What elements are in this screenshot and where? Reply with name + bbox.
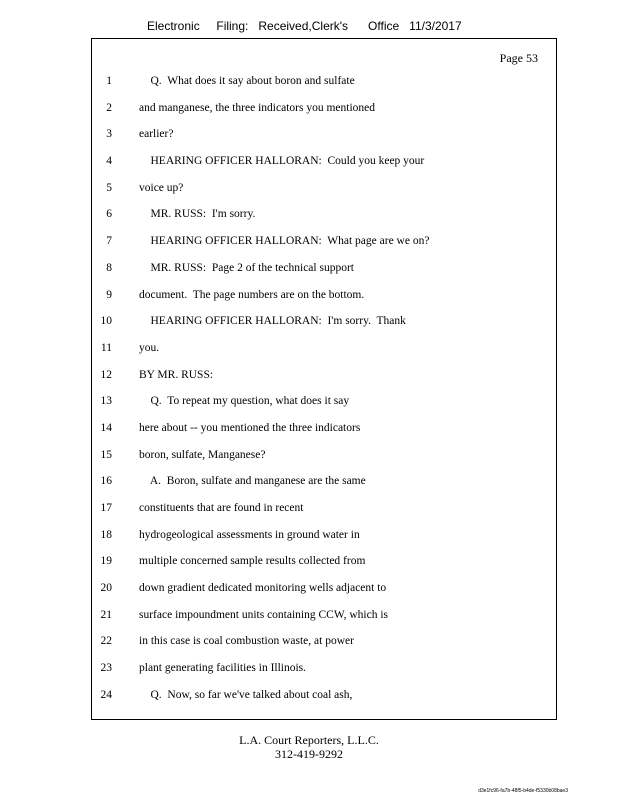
transcript-line [92, 208, 556, 235]
transcript-lines [92, 75, 556, 716]
line-text: HEARING OFFICER HALLORAN: What page are we on? [139, 235, 430, 248]
transcript-line [92, 102, 556, 129]
transcript-line [92, 262, 556, 289]
line-number: 14 [100, 421, 112, 434]
line-number: 6 [106, 208, 112, 221]
document-hash: d3e1fc96-fa7b-48f5-b4de-f5330b08bae3 [478, 788, 568, 794]
line-number: 1 [106, 75, 112, 87]
line-number: 21 [100, 608, 112, 621]
transcript-line [92, 609, 556, 636]
line-number: 7 [106, 235, 112, 248]
line-text: plant generating facilities in Illinois. [139, 662, 307, 675]
line-number: 19 [100, 555, 112, 568]
line-text: Q. To repeat my question, what does it say [139, 395, 350, 408]
line-text: voice up? [139, 181, 184, 194]
court-reporter-name: L.A. Court Reporters, L.L.C. [239, 733, 379, 747]
line-number: 9 [106, 288, 112, 301]
court-reporter-phone: 312-419-9292 [275, 747, 343, 761]
transcript-line [92, 369, 556, 396]
line-number: 16 [100, 475, 112, 488]
line-text: in this case is coal combustion waste, at power [139, 635, 354, 648]
line-text: earlier? [139, 128, 174, 141]
line-number: 8 [106, 261, 112, 274]
line-text: A. Boron, sulfate and manganese are the same [139, 475, 366, 488]
line-text: hydrogeological assessments in ground water in [139, 528, 360, 541]
line-number: 15 [100, 448, 112, 461]
reporter-footer [0, 733, 618, 761]
transcript-line [92, 315, 556, 342]
transcript-line [92, 75, 556, 102]
transcript-line [92, 475, 556, 502]
line-text: here about -- you mentioned the three indicators [139, 421, 361, 434]
line-text: document. The page numbers are on the bottom. [139, 288, 365, 301]
line-text: Q. What does it say about boron and sulfate [139, 75, 355, 87]
line-text: and manganese, the three indicators you mentioned [139, 101, 375, 114]
line-number: 24 [100, 688, 112, 701]
transcript-line [92, 182, 556, 209]
line-number: 5 [106, 181, 112, 194]
transcript-line [92, 502, 556, 529]
line-number: 20 [100, 582, 112, 595]
line-number: 22 [100, 635, 112, 648]
line-number: 10 [100, 315, 112, 328]
transcript-line [92, 235, 556, 262]
line-text: BY MR. RUSS: [139, 368, 214, 381]
line-text: MR. RUSS: I'm sorry. [139, 208, 256, 221]
line-number: 18 [100, 528, 112, 541]
electronic-filing-stamp: Electronic Filing: Received,Clerk's Office 11/3/2017 [147, 19, 462, 33]
transcript-page [91, 38, 557, 720]
line-number: 12 [100, 368, 112, 381]
transcript-line [92, 689, 556, 716]
line-text: surface impoundment units containing CCW, which is [139, 608, 389, 621]
line-number: 3 [106, 128, 112, 141]
line-text: MR. RUSS: Page 2 of the technical support [139, 261, 354, 274]
transcript-line [92, 635, 556, 662]
line-number: 17 [100, 502, 112, 514]
line-text: multiple concerned sample results collected from [139, 555, 366, 568]
transcript-line [92, 289, 556, 316]
transcript-line [92, 128, 556, 155]
transcript-line [92, 342, 556, 369]
line-number: 13 [100, 395, 112, 408]
line-number: 23 [100, 662, 112, 675]
line-number: 11 [100, 341, 112, 354]
transcript-line [92, 395, 556, 422]
line-text: Q. Now, so far we've talked about coal ash, [139, 688, 353, 701]
line-text: constituents that are found in recent [139, 502, 304, 514]
transcript-line [92, 155, 556, 182]
line-number: 2 [106, 101, 112, 114]
transcript-line [92, 555, 556, 582]
transcript-line [92, 529, 556, 556]
page-number: Page 53 [499, 51, 538, 65]
line-text: you. [139, 341, 160, 354]
transcript-line [92, 662, 556, 689]
transcript-line [92, 449, 556, 476]
transcript-line [92, 422, 556, 449]
line-number: 4 [106, 155, 112, 168]
line-text: boron, sulfate, Manganese? [139, 448, 266, 461]
transcript-line [92, 582, 556, 609]
line-text: HEARING OFFICER HALLORAN: I'm sorry. Thank [139, 315, 406, 328]
line-text: down gradient dedicated monitoring wells adjacent to [139, 582, 387, 595]
line-text: HEARING OFFICER HALLORAN: Could you keep your [139, 155, 425, 168]
